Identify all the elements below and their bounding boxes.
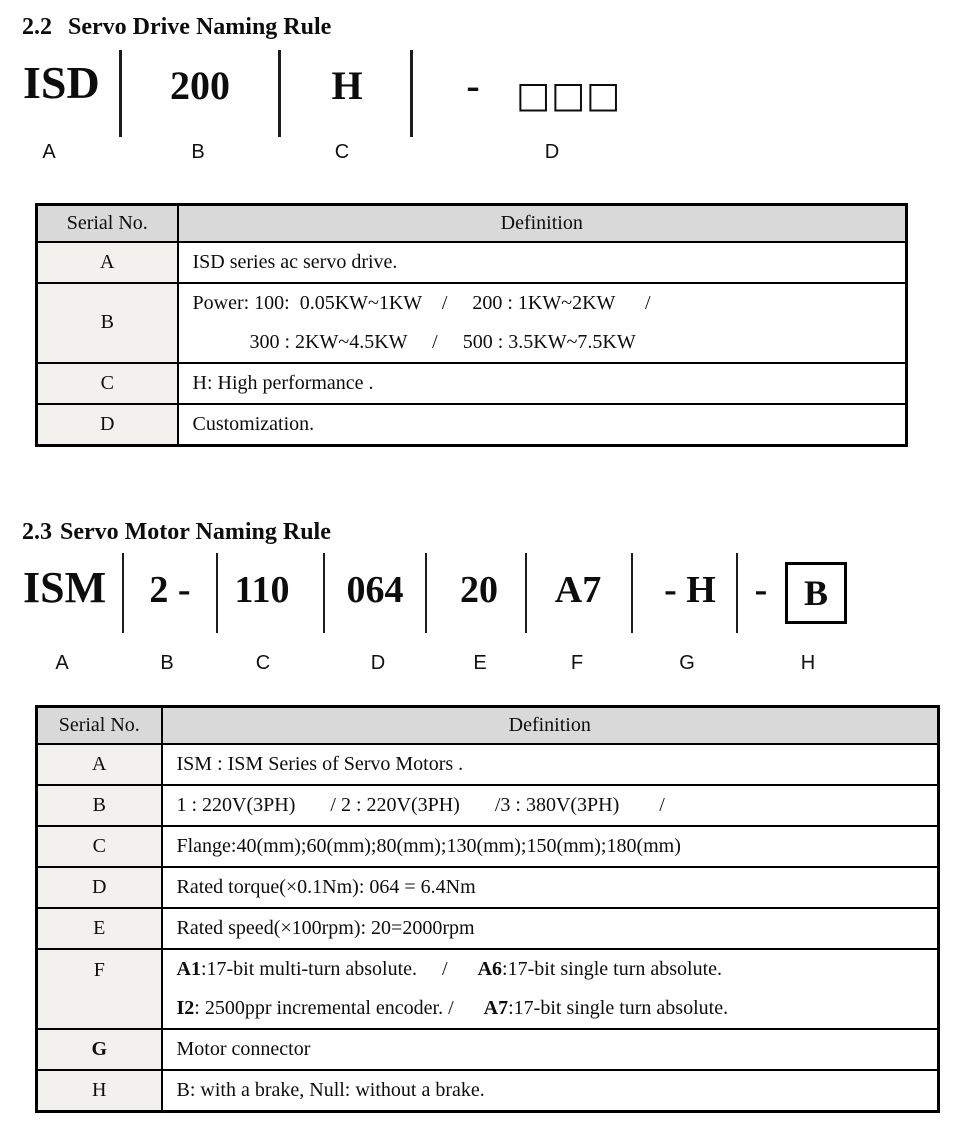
- code-segment-d: 064: [346, 569, 404, 612]
- table-row: [37, 785, 939, 826]
- column-header: Definition: [178, 204, 907, 242]
- code-segment-c: H: [331, 62, 363, 108]
- serial-cell: G: [37, 1029, 162, 1070]
- divider-bar-icon: [425, 553, 427, 633]
- table-row: [37, 744, 939, 785]
- code-segment-a: ISM: [23, 563, 107, 613]
- code-label-h: H: [800, 652, 816, 675]
- code-label-a: A: [55, 652, 69, 675]
- code-label-b: B: [160, 652, 174, 675]
- column-header: Serial No.: [37, 204, 178, 242]
- definition-line: Power: 100: 0.05KW~1KW / 200 : 1KW~2KW /: [192, 291, 651, 314]
- serial-cell: F: [37, 949, 162, 1029]
- definition-line: Flange:40(mm);60(mm);80(mm);130(mm);150(mm);180(mm): [176, 835, 681, 858]
- definition-cell: [178, 283, 907, 363]
- boxed-code-segment-h: [785, 562, 847, 624]
- table-row: [37, 867, 939, 908]
- definition-cell: [162, 1070, 939, 1112]
- code-segment-b: 2 -: [149, 569, 191, 612]
- definition-line: ISM : ISM Series of Servo Motors .: [176, 753, 464, 776]
- divider-bar-icon: [525, 553, 527, 633]
- definition-line: Rated torque(×0.1Nm): 064 = 6.4Nm: [176, 876, 476, 899]
- divider-bar-icon: [119, 50, 122, 137]
- definition-cell: [162, 867, 939, 908]
- code-label-a: A: [42, 140, 56, 163]
- definition-line: Rated speed(×100rpm): 20=2000rpm: [176, 917, 475, 940]
- definition-line: H: High performance .: [192, 371, 374, 394]
- section-2-2-heading: [0, 0, 975, 42]
- definition-line: Motor connector: [176, 1038, 311, 1061]
- code-label-c: C: [334, 140, 350, 163]
- dash-separator: -: [754, 569, 768, 612]
- divider-bar-icon: [216, 553, 218, 633]
- code-label-c: C: [255, 652, 271, 675]
- serial-cell: C: [37, 363, 178, 404]
- serial-cell: B: [37, 785, 162, 826]
- divider-bar-icon: [122, 553, 124, 633]
- serial-cell: D: [37, 404, 178, 446]
- divider-bar-icon: [631, 553, 633, 633]
- section-number: 2.3: [22, 518, 52, 545]
- serial-cell: A: [37, 744, 162, 785]
- table-row: [37, 1070, 939, 1112]
- drive-definition-table: [35, 203, 908, 447]
- definition-line: 300 : 2KW~4.5KW / 500 : 3.5KW~7.5KW: [249, 330, 636, 353]
- code-segment-f: A7: [554, 569, 602, 612]
- definition-cell: [162, 1029, 939, 1070]
- table-row: [37, 908, 939, 949]
- code-label-e: E: [473, 652, 487, 675]
- divider-bar-icon: [410, 50, 413, 137]
- table-row: [37, 949, 939, 1029]
- definition-cell: [162, 949, 939, 1029]
- code-segment-b: 200: [170, 62, 230, 108]
- definition-cell: [162, 908, 939, 949]
- section-number: 2.2: [22, 14, 52, 40]
- code-label-g: G: [679, 652, 695, 675]
- dash-separator: -: [466, 62, 480, 108]
- drive-naming-diagram: [0, 46, 975, 168]
- divider-bar-icon: [736, 553, 738, 633]
- section-2-3-heading: [0, 519, 975, 547]
- definition-cell: [178, 404, 907, 446]
- table-row: [37, 283, 907, 363]
- motor-definition-table: [35, 705, 940, 1113]
- header-row: [37, 707, 939, 745]
- definition-cell: [162, 785, 939, 826]
- column-header: Serial No.: [37, 707, 162, 745]
- code-label-d: D: [370, 652, 386, 675]
- table-row: [37, 242, 907, 283]
- code-segment-a: ISD: [23, 56, 100, 108]
- definition-line: Customization.: [192, 412, 315, 435]
- serial-cell: B: [37, 283, 178, 363]
- code-label-f: F: [570, 652, 584, 675]
- column-header: Definition: [162, 707, 939, 745]
- definition-cell: [178, 242, 907, 283]
- code-label-d: D: [544, 140, 560, 163]
- definition-line: B: with a brake, Null: without a brake.: [176, 1079, 485, 1102]
- code-segment-g: - H: [664, 569, 716, 612]
- definition-cell: [162, 744, 939, 785]
- definition-line: A1:17-bit multi-turn absolute. / A6:17-bit single turn absolute.: [176, 958, 723, 981]
- serial-cell: A: [37, 242, 178, 283]
- table-row: [37, 826, 939, 867]
- header-row: [37, 204, 907, 242]
- section-title: Servo Motor Naming Rule: [60, 518, 331, 545]
- code-label-b: B: [191, 140, 205, 163]
- table-row: [37, 404, 907, 446]
- definition-cell: [162, 826, 939, 867]
- table-row: [37, 1029, 939, 1070]
- table-row: [37, 363, 907, 404]
- definition-cell: [178, 363, 907, 404]
- serial-cell: E: [37, 908, 162, 949]
- code-segment-c: 110: [234, 569, 290, 612]
- definition-line: ISD series ac servo drive.: [192, 250, 398, 273]
- divider-bar-icon: [323, 553, 325, 633]
- definition-line: I2: 2500ppr incremental encoder. / A7:17-bit single turn absolute.: [176, 997, 729, 1020]
- serial-cell: C: [37, 826, 162, 867]
- definition-line: 1 : 220V(3PH) / 2 : 220V(3PH) /3 : 380V(3PH) /: [176, 794, 665, 817]
- code-segment-e: 20: [460, 569, 498, 612]
- section-title: Servo Drive Naming Rule: [68, 14, 332, 40]
- placeholder-boxes-icon: □□□: [516, 74, 622, 116]
- divider-bar-icon: [278, 50, 281, 137]
- motor-naming-diagram: [0, 550, 975, 680]
- serial-cell: H: [37, 1070, 162, 1112]
- serial-cell: D: [37, 867, 162, 908]
- code-segment-h: B: [803, 573, 828, 614]
